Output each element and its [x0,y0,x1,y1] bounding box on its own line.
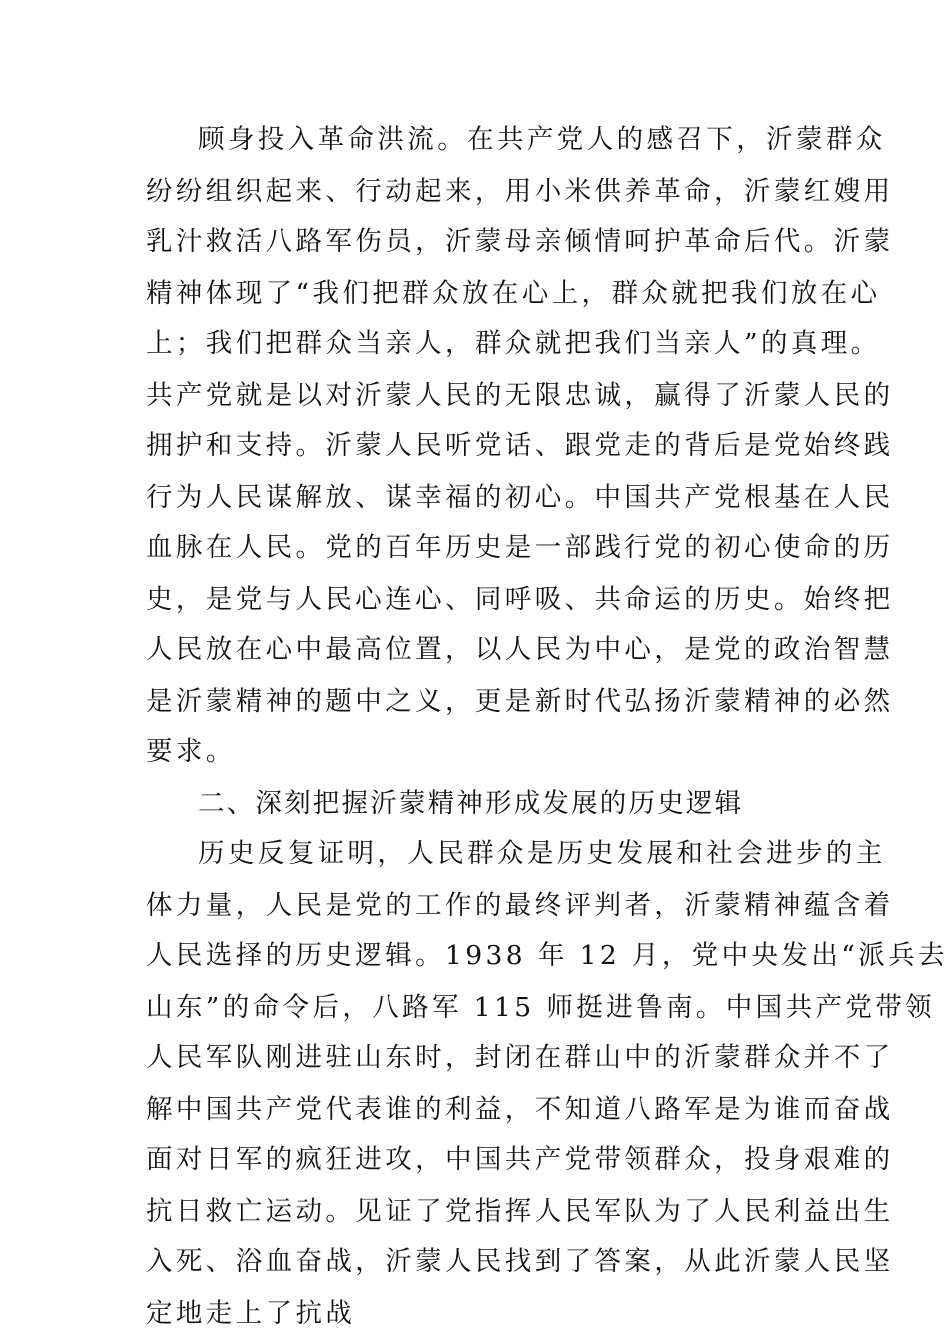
section-heading: 二、深刻把握沂蒙精神形成发展的历史逻辑 [198,788,744,819]
paragraph-line: 史，是党与人民心连心、同呼吸、共命运的历史。始终把 [146,584,894,615]
paragraph-line: 是沂蒙精神的题中之义，更是新时代弘扬沂蒙精神的必然 [146,686,894,717]
paragraph-line: 入死、浴血奋战，沂蒙人民找到了答案，从此沂蒙人民坚 [146,1246,894,1277]
paragraph-line: 共产党就是以对沂蒙人民的无限忠诚，赢得了沂蒙人民的 [146,380,894,411]
paragraph-line: 人民选择的历史逻辑。1938 年 12 月，党中央发出“派兵去 [146,940,948,971]
paragraph-line: 面对日军的疯狂进攻，中国共产党带领群众，投身艰难的 [146,1144,894,1175]
paragraph-line: 乳汁救活八路军伤员，沂蒙母亲倾情呵护革命后代。沂蒙 [146,226,894,257]
paragraph-line: 精神体现了“我们把群众放在心上，群众就把我们放在心 [146,278,881,309]
paragraph-line: 抗日救亡运动。见证了党指挥人民军队为了人民利益出生 [146,1196,894,1227]
paragraph-line: 体力量，人民是党的工作的最终评判者，沂蒙精神蕴含着 [146,890,894,921]
paragraph-line: 历史反复证明，人民群众是历史发展和社会进步的主 [198,838,886,869]
paragraph-line: 拥护和支持。沂蒙人民听党话、跟党走的背后是党始终践 [146,430,894,461]
paragraph-line: 人民军队刚进驻山东时，封闭在群山中的沂蒙群众并不了 [146,1042,894,1073]
paragraph-line: 行为人民谋解放、谋幸福的初心。中国共产党根基在人民 [146,482,894,513]
paragraph-line: 顾身投入革命洪流。在共产党人的感召下，沂蒙群众 [198,124,886,155]
paragraph-line: 要求。 [146,736,236,767]
paragraph-line: 定地走上了抗战 [146,1298,356,1329]
paragraph-line: 上；我们把群众当亲人，群众就把我们当亲人”的真理。 [146,328,881,359]
paragraph-line: 血脉在人民。党的百年历史是一部践行党的初心使命的历 [146,532,894,563]
paragraph-line: 解中国共产党代表谁的利益，不知道八路军是为谁而奋战 [146,1094,894,1125]
paragraph-line: 山东”的命令后，八路军 115 师挺进鲁南。中国共产党带领 [146,992,936,1023]
paragraph-line: 纷纷组织起来、行动起来，用小米供养革命，沂蒙红嫂用 [146,176,894,207]
paragraph-line: 人民放在心中最高位置，以人民为中心，是党的政治智慧 [146,634,894,665]
